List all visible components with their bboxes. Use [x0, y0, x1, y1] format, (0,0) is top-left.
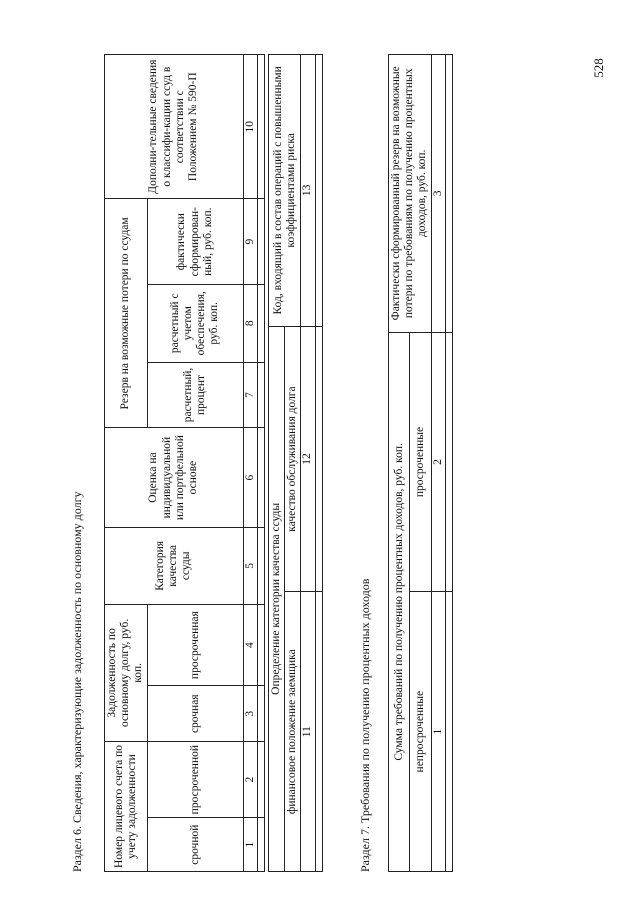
column-number: 2 — [243, 741, 257, 817]
column-number: 3 — [243, 686, 257, 742]
account-group-header: Номер лицевого счета по учету задолженности — [105, 741, 148, 871]
account-overdue-header: просроченной — [147, 741, 243, 817]
account-current-header: срочной — [147, 818, 243, 872]
debt-group-header: Задолженность по основному долгу, руб. коп. — [105, 604, 148, 741]
column-number: 5 — [243, 527, 257, 604]
empty-cell — [445, 592, 452, 872]
column-number: 7 — [243, 362, 257, 428]
quality-category-header: Категория качества ссуды — [105, 527, 244, 604]
empty-cell — [257, 741, 264, 817]
section6-title: Раздел 6. Сведения, характеризующие задолженность по основному долгу — [70, 491, 84, 872]
empty-cell — [315, 55, 322, 327]
empty-cell — [315, 326, 322, 592]
reserve-actual-header: фактически сформирован-ный, руб. коп. — [147, 199, 243, 285]
section6-table — [104, 54, 265, 872]
column-number: 10 — [243, 55, 257, 199]
section7-title: Раздел 7. Требования по получению процентных доходов — [358, 578, 372, 872]
empty-cell — [257, 818, 264, 872]
empty-cell — [445, 332, 452, 592]
interest-reserve-header: Фактически сформированный резерв на возможные потери по требованиям по получению процентных доходов, руб. коп. — [389, 55, 432, 333]
interest-sum-header: Сумма требований по получению процентных доходов, руб. коп. — [389, 332, 410, 871]
column-number: 13 — [301, 55, 315, 327]
reserve-calc-percent-header: расчетный, процент — [147, 362, 243, 428]
section7-table — [388, 54, 453, 872]
additional-info-header: Дополни-тельные сведения о классифи-кации ссуд в соответствии с Положением № 590-П — [105, 55, 244, 199]
financial-position-header: финансовое положение заемщика — [285, 592, 301, 872]
column-number: 12 — [301, 326, 315, 592]
column-number: 3 — [431, 55, 445, 333]
column-number: 11 — [301, 592, 315, 872]
assessment-header: Оценка на индивидуальной или портфельной основе — [105, 428, 244, 527]
column-number: 6 — [243, 428, 257, 527]
overdue-header: просроченные — [410, 332, 431, 592]
debt-current-header: срочная — [147, 686, 243, 742]
empty-cell — [257, 362, 264, 428]
empty-cell — [257, 284, 264, 362]
reserve-group-header: Резерв на возможные потери по ссудам — [105, 199, 148, 428]
empty-cell — [257, 55, 264, 199]
empty-cell — [257, 686, 264, 742]
column-number: 9 — [243, 199, 257, 285]
column-number: 1 — [431, 592, 445, 872]
column-number: 1 — [243, 818, 257, 872]
debt-service-header: качество обслуживания долга — [285, 326, 301, 592]
column-number: 4 — [243, 604, 257, 686]
empty-cell — [257, 604, 264, 686]
debt-overdue-header: просроченная — [147, 604, 243, 686]
column-number: 8 — [243, 284, 257, 362]
quality-category-table — [268, 54, 323, 872]
column-number: 2 — [431, 332, 445, 592]
empty-cell — [257, 527, 264, 604]
empty-cell — [257, 428, 264, 527]
risk-code-header: Код, входящий в состав операций с повышенными коэффициентами риска — [269, 55, 301, 327]
not-overdue-header: непросроченные — [410, 592, 431, 872]
reserve-calc-collateral-header: расчетный с учетом обеспечения, руб. коп. — [147, 284, 243, 362]
page-number: 528 — [591, 58, 606, 78]
rotated-content — [62, 52, 542, 872]
quality-group-header: Определение категории качества ссуды — [269, 326, 285, 871]
empty-cell — [445, 55, 452, 333]
empty-cell — [315, 592, 322, 872]
empty-cell — [257, 199, 264, 285]
